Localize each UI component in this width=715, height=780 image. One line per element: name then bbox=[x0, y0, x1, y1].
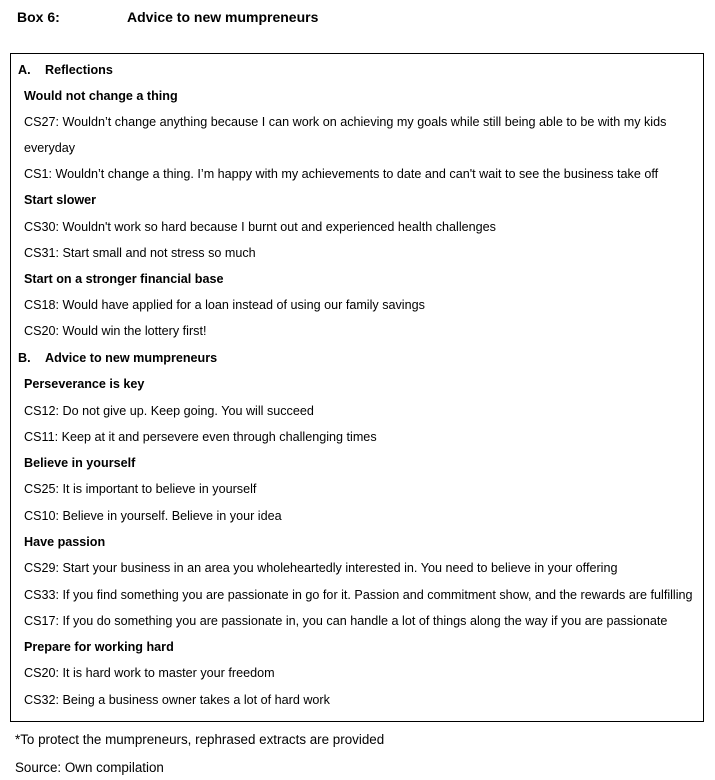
quote-line: CS12: Do not give up. Keep going. You will succeed bbox=[24, 404, 314, 418]
theme-heading: Would not change a thing bbox=[24, 89, 178, 103]
theme-heading: Start slower bbox=[24, 193, 97, 207]
quote-line: CS18: Would have applied for a loan instead of using our family savings bbox=[24, 298, 425, 312]
quote-line: CS29: Start your business in an area you wholeheartedly interested in. You need to believe in your offering bbox=[24, 561, 618, 575]
theme-heading: Start on a stronger financial base bbox=[24, 272, 224, 286]
quote-line: everyday bbox=[24, 141, 76, 155]
quote-line: CS25: It is important to believe in yourself bbox=[24, 482, 257, 496]
footnote-text: *To protect the mumpreneurs, rephrased extracts are provided bbox=[15, 732, 385, 747]
theme-heading: Perseverance is key bbox=[24, 377, 145, 391]
quote-line: CS27: Wouldn’t change anything because I can work on achieving my goals while still being able to be with my kids bbox=[24, 115, 667, 129]
section-letter: A. bbox=[18, 63, 31, 77]
quote-line: CS10: Believe in yourself. Believe in your idea bbox=[24, 509, 282, 523]
quote-line: CS20: Would win the lottery first! bbox=[24, 324, 207, 338]
source-text: Source: Own compilation bbox=[15, 760, 164, 775]
box-label: Box 6: bbox=[17, 9, 60, 25]
section-title: Reflections bbox=[45, 63, 113, 77]
content-box bbox=[10, 53, 704, 722]
quote-line: CS32: Being a business owner takes a lot of hard work bbox=[24, 693, 330, 707]
theme-heading: Believe in yourself bbox=[24, 456, 136, 470]
quote-line: CS31: Start small and not stress so much bbox=[24, 246, 256, 260]
section-title: Advice to new mumpreneurs bbox=[45, 351, 218, 365]
quote-line: CS20: It is hard work to master your freedom bbox=[24, 666, 275, 680]
quote-line: CS33: If you find something you are passionate in go for it. Passion and commitment show, and the rewards are fulfilling bbox=[24, 588, 693, 602]
section-letter: B. bbox=[18, 351, 31, 365]
quote-line: CS30: Wouldn't work so hard because I burnt out and experienced health challenges bbox=[24, 220, 496, 234]
theme-heading: Have passion bbox=[24, 535, 106, 549]
quote-line: CS17: If you do something you are passionate in, you can handle a lot of things along the way if you are passionate bbox=[24, 614, 668, 628]
theme-heading: Prepare for working hard bbox=[24, 640, 174, 654]
box-title: Advice to new mumpreneurs bbox=[127, 9, 319, 25]
section-heading-a bbox=[18, 62, 113, 78]
section-heading-b bbox=[18, 350, 217, 366]
quote-line: CS1: Wouldn’t change a thing. I’m happy with my achievements to date and can't wait to see the business take off bbox=[24, 167, 659, 181]
quote-line: CS11: Keep at it and persevere even through challenging times bbox=[24, 430, 377, 444]
